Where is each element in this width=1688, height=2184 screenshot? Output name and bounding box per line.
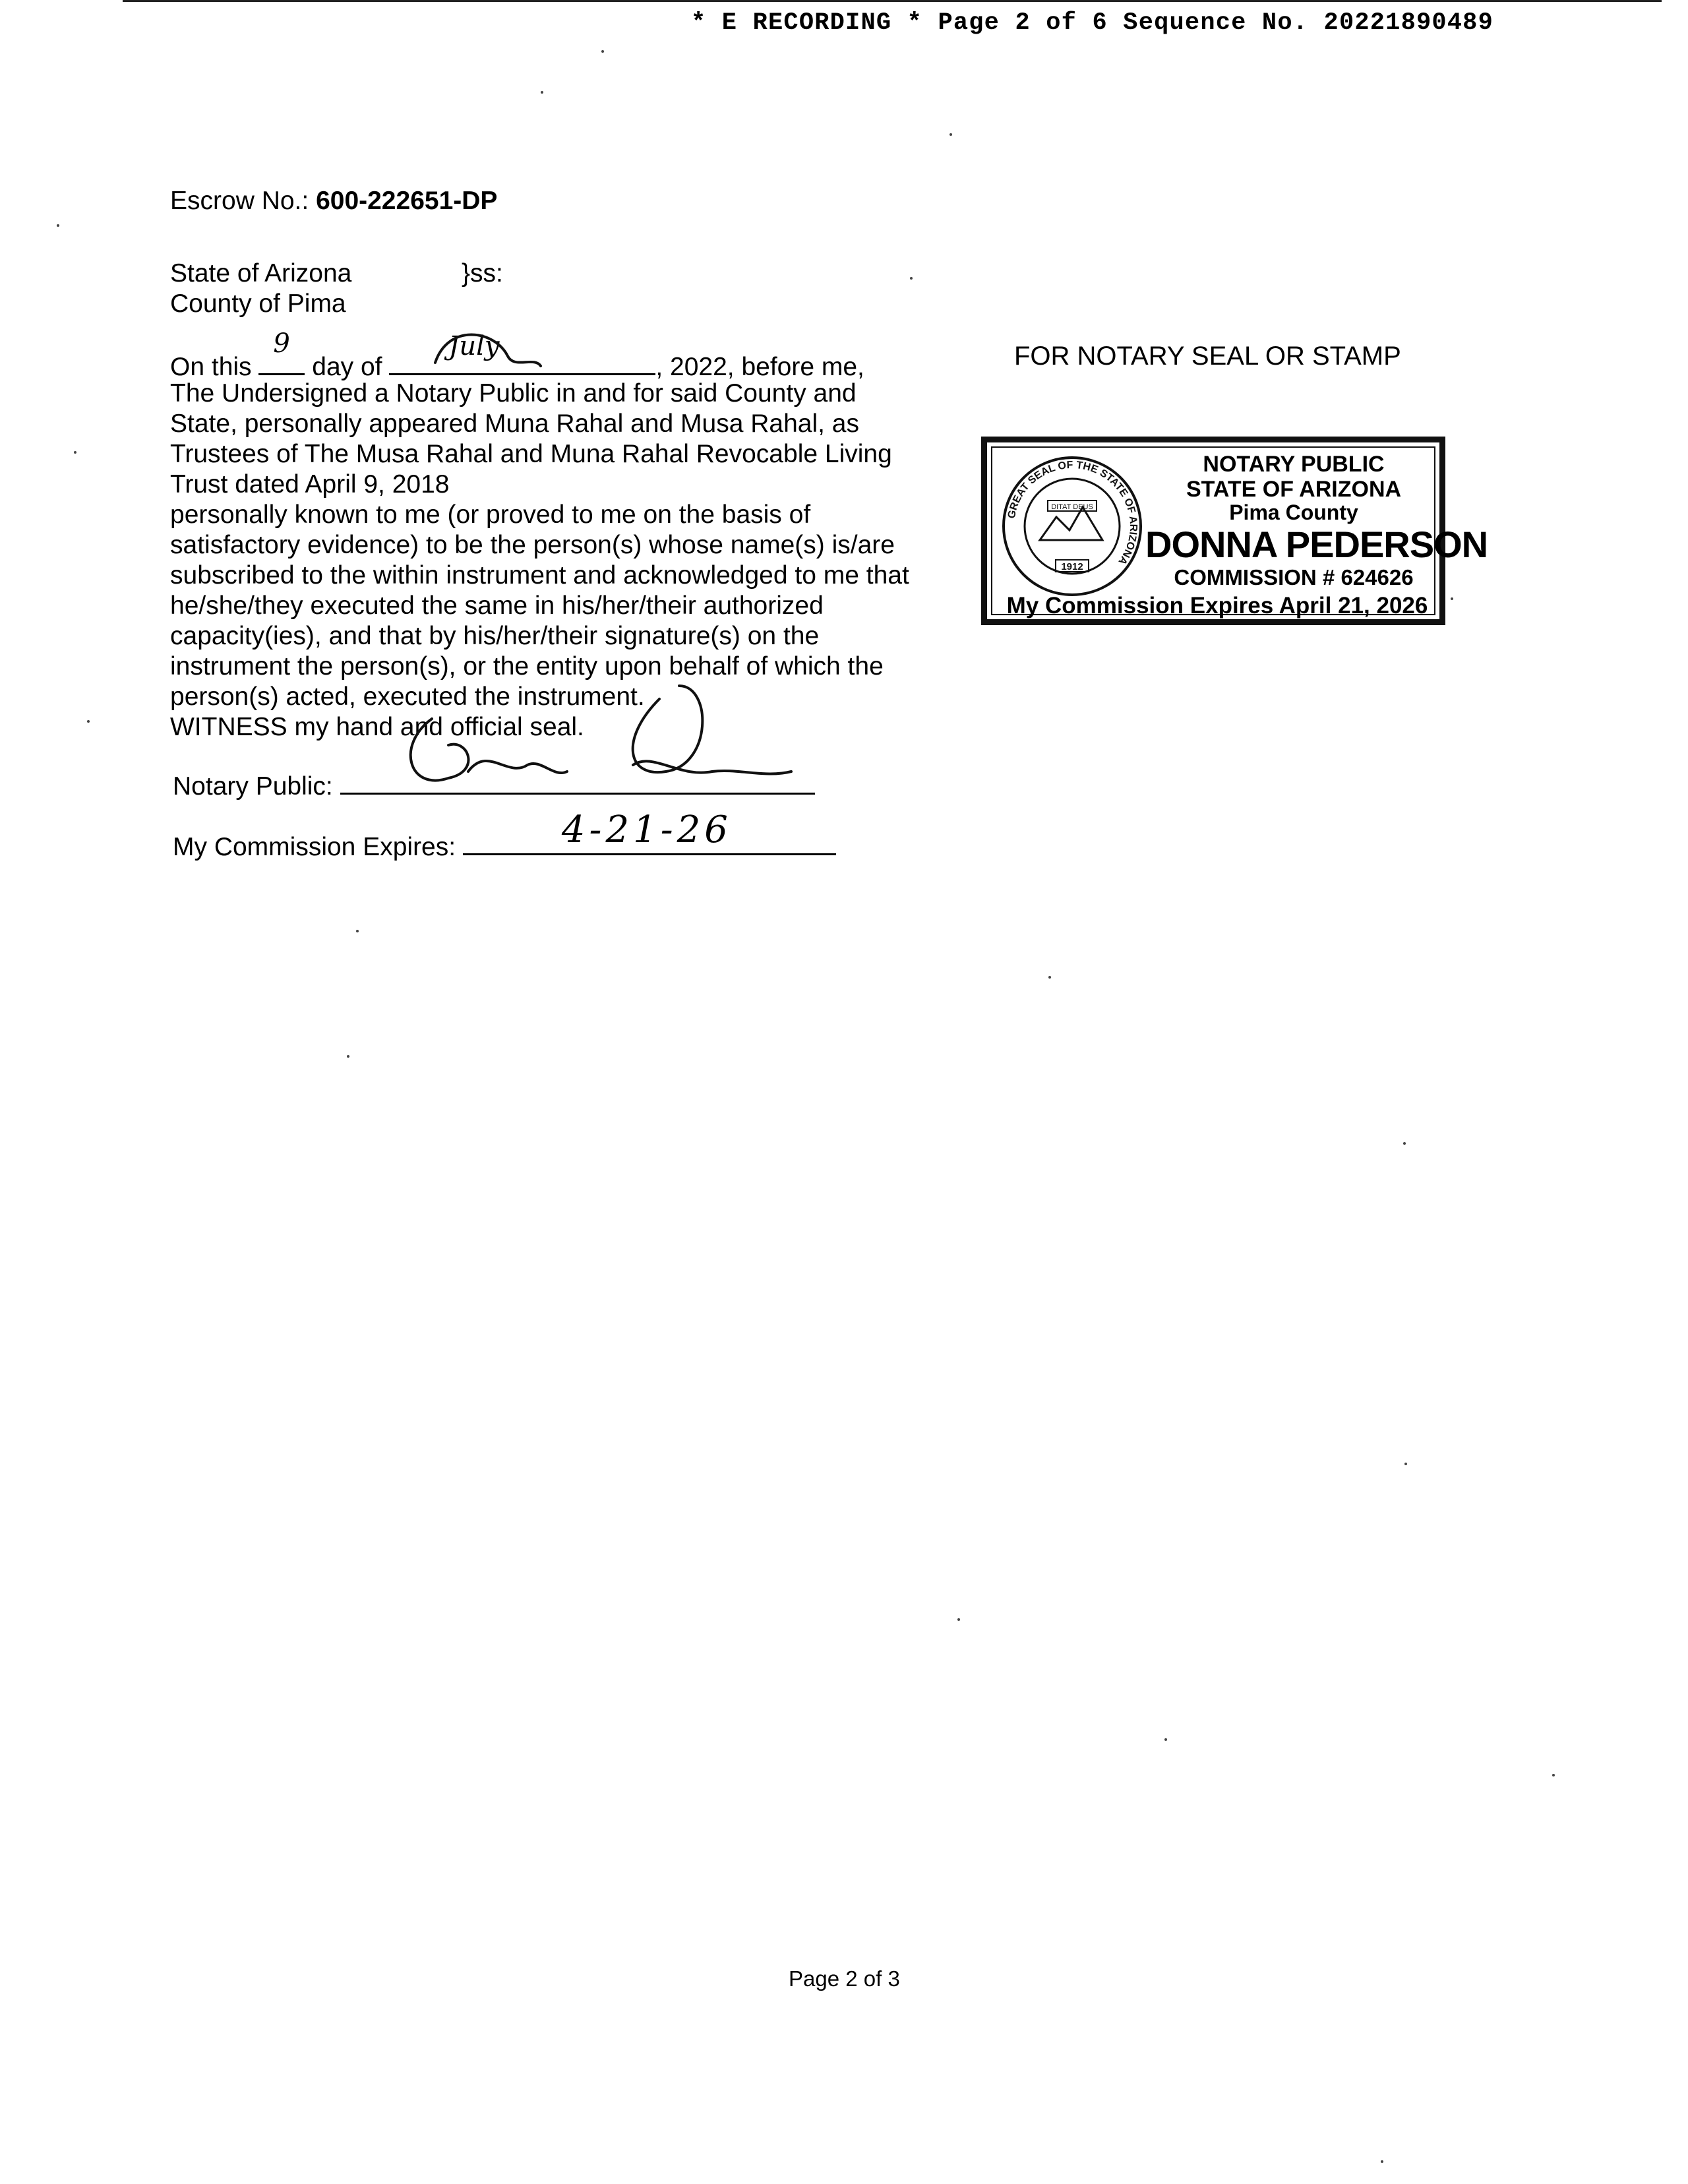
scan-speck [356, 930, 359, 932]
signature-loop-right [633, 686, 703, 772]
scan-speck [950, 133, 952, 136]
ack-line-2: State, personally appeared Muna Rahal and Musa Rahal, as [170, 410, 859, 438]
escrow-line [170, 186, 497, 216]
scan-speck [1403, 1142, 1406, 1145]
scan-speck [87, 720, 90, 723]
stamp-commission-number: COMMISSION # 624626 [1174, 565, 1414, 590]
scan-speck [910, 277, 913, 280]
scan-speck [541, 91, 543, 94]
scan-speck [1048, 976, 1051, 979]
ack-line-11: person(s) acted, executed the instrument. [170, 682, 645, 711]
day-blank [258, 328, 305, 375]
day-of-text: day of [312, 353, 382, 381]
notary-stamp [981, 437, 1488, 625]
stamp-county: Pima County [1229, 501, 1358, 524]
ack-line-8: he/she/they executed the same in his/her/their authorized [170, 592, 824, 620]
state-seal-icon [1000, 454, 1144, 598]
escrow-label: Escrow No.: [170, 187, 309, 215]
venue-ss: }ss: [462, 259, 503, 288]
seal-year: 1912 [1061, 561, 1083, 572]
stamp-notary-name: DONNA PEDERSON [1145, 524, 1488, 565]
signature-loop-left [411, 719, 469, 781]
ack-line-6: satisfactory evidence) to be the person(s) whose name(s) is/are [170, 531, 895, 559]
commission-handwritten: 4-21-26 [561, 808, 732, 851]
venue-state: State of Arizona [170, 259, 352, 288]
scan-speck [1404, 1463, 1407, 1465]
day-handwritten: 9 [273, 328, 290, 359]
commission-line [463, 808, 836, 855]
scan-speck [74, 451, 76, 454]
stamp-expiration: My Commission Expires April 21, 2026 [1006, 593, 1428, 619]
ack-line-3: Trustees of The Musa Rahal and Muna Rahal Revocable Living [170, 440, 892, 468]
commission-label: My Commission Expires: [173, 833, 456, 861]
scan-speck [601, 50, 604, 53]
ack-line-1: The Undersigned a Notary Public in and for said County and [170, 379, 857, 408]
escrow-number: 600-222651-DP [316, 187, 498, 215]
top-rule [123, 0, 1662, 2]
scan-speck [957, 1618, 960, 1621]
notary-label: Notary Public: [173, 772, 333, 801]
ack-line-10: instrument the person(s), or the entity upon behalf of which the [170, 652, 884, 681]
commission-row [173, 808, 836, 862]
stamp-state: STATE OF ARIZONA [1186, 477, 1402, 502]
year-text: , 2022, before me, [655, 353, 864, 381]
seal-area-label: FOR NOTARY SEAL OR STAMP [1014, 342, 1401, 371]
ack-line-7: subscribed to the within instrument and acknowledged to me that [170, 561, 909, 590]
stamp-title: NOTARY PUBLIC [1203, 452, 1385, 477]
signature-middle [468, 761, 567, 773]
on-this-text: On this [170, 353, 252, 381]
ack-line-12: WITNESS my hand and official seal. [170, 713, 584, 741]
venue-county: County of Pima [170, 289, 346, 318]
ack-line-5: personally known to me (or proved to me on the basis of [170, 501, 811, 529]
month-handwritten: July [448, 331, 500, 361]
page-footer: Page 2 of 3 [789, 1966, 900, 1991]
seal-ring-text: GREAT SEAL OF THE STATE OF ARIZONA [1006, 459, 1139, 567]
scan-speck [1164, 1738, 1167, 1741]
scan-speck [57, 224, 59, 227]
month-flourish [435, 335, 541, 367]
ack-line-4: Trust dated April 9, 2018 [170, 470, 450, 499]
scan-speck [1381, 2160, 1383, 2163]
scan-speck [1451, 597, 1453, 600]
recording-header: * E RECORDING * Page 2 of 6 Sequence No. 20221890489 [691, 9, 1493, 37]
signature-scribbles [369, 317, 831, 804]
scan-speck [1552, 1774, 1555, 1776]
seal-motto: DITAT DEUS [1051, 503, 1093, 511]
ack-line-9: capacity(ies), and that by his/her/their signature(s) on the [170, 622, 820, 650]
scan-speck [347, 1055, 349, 1058]
